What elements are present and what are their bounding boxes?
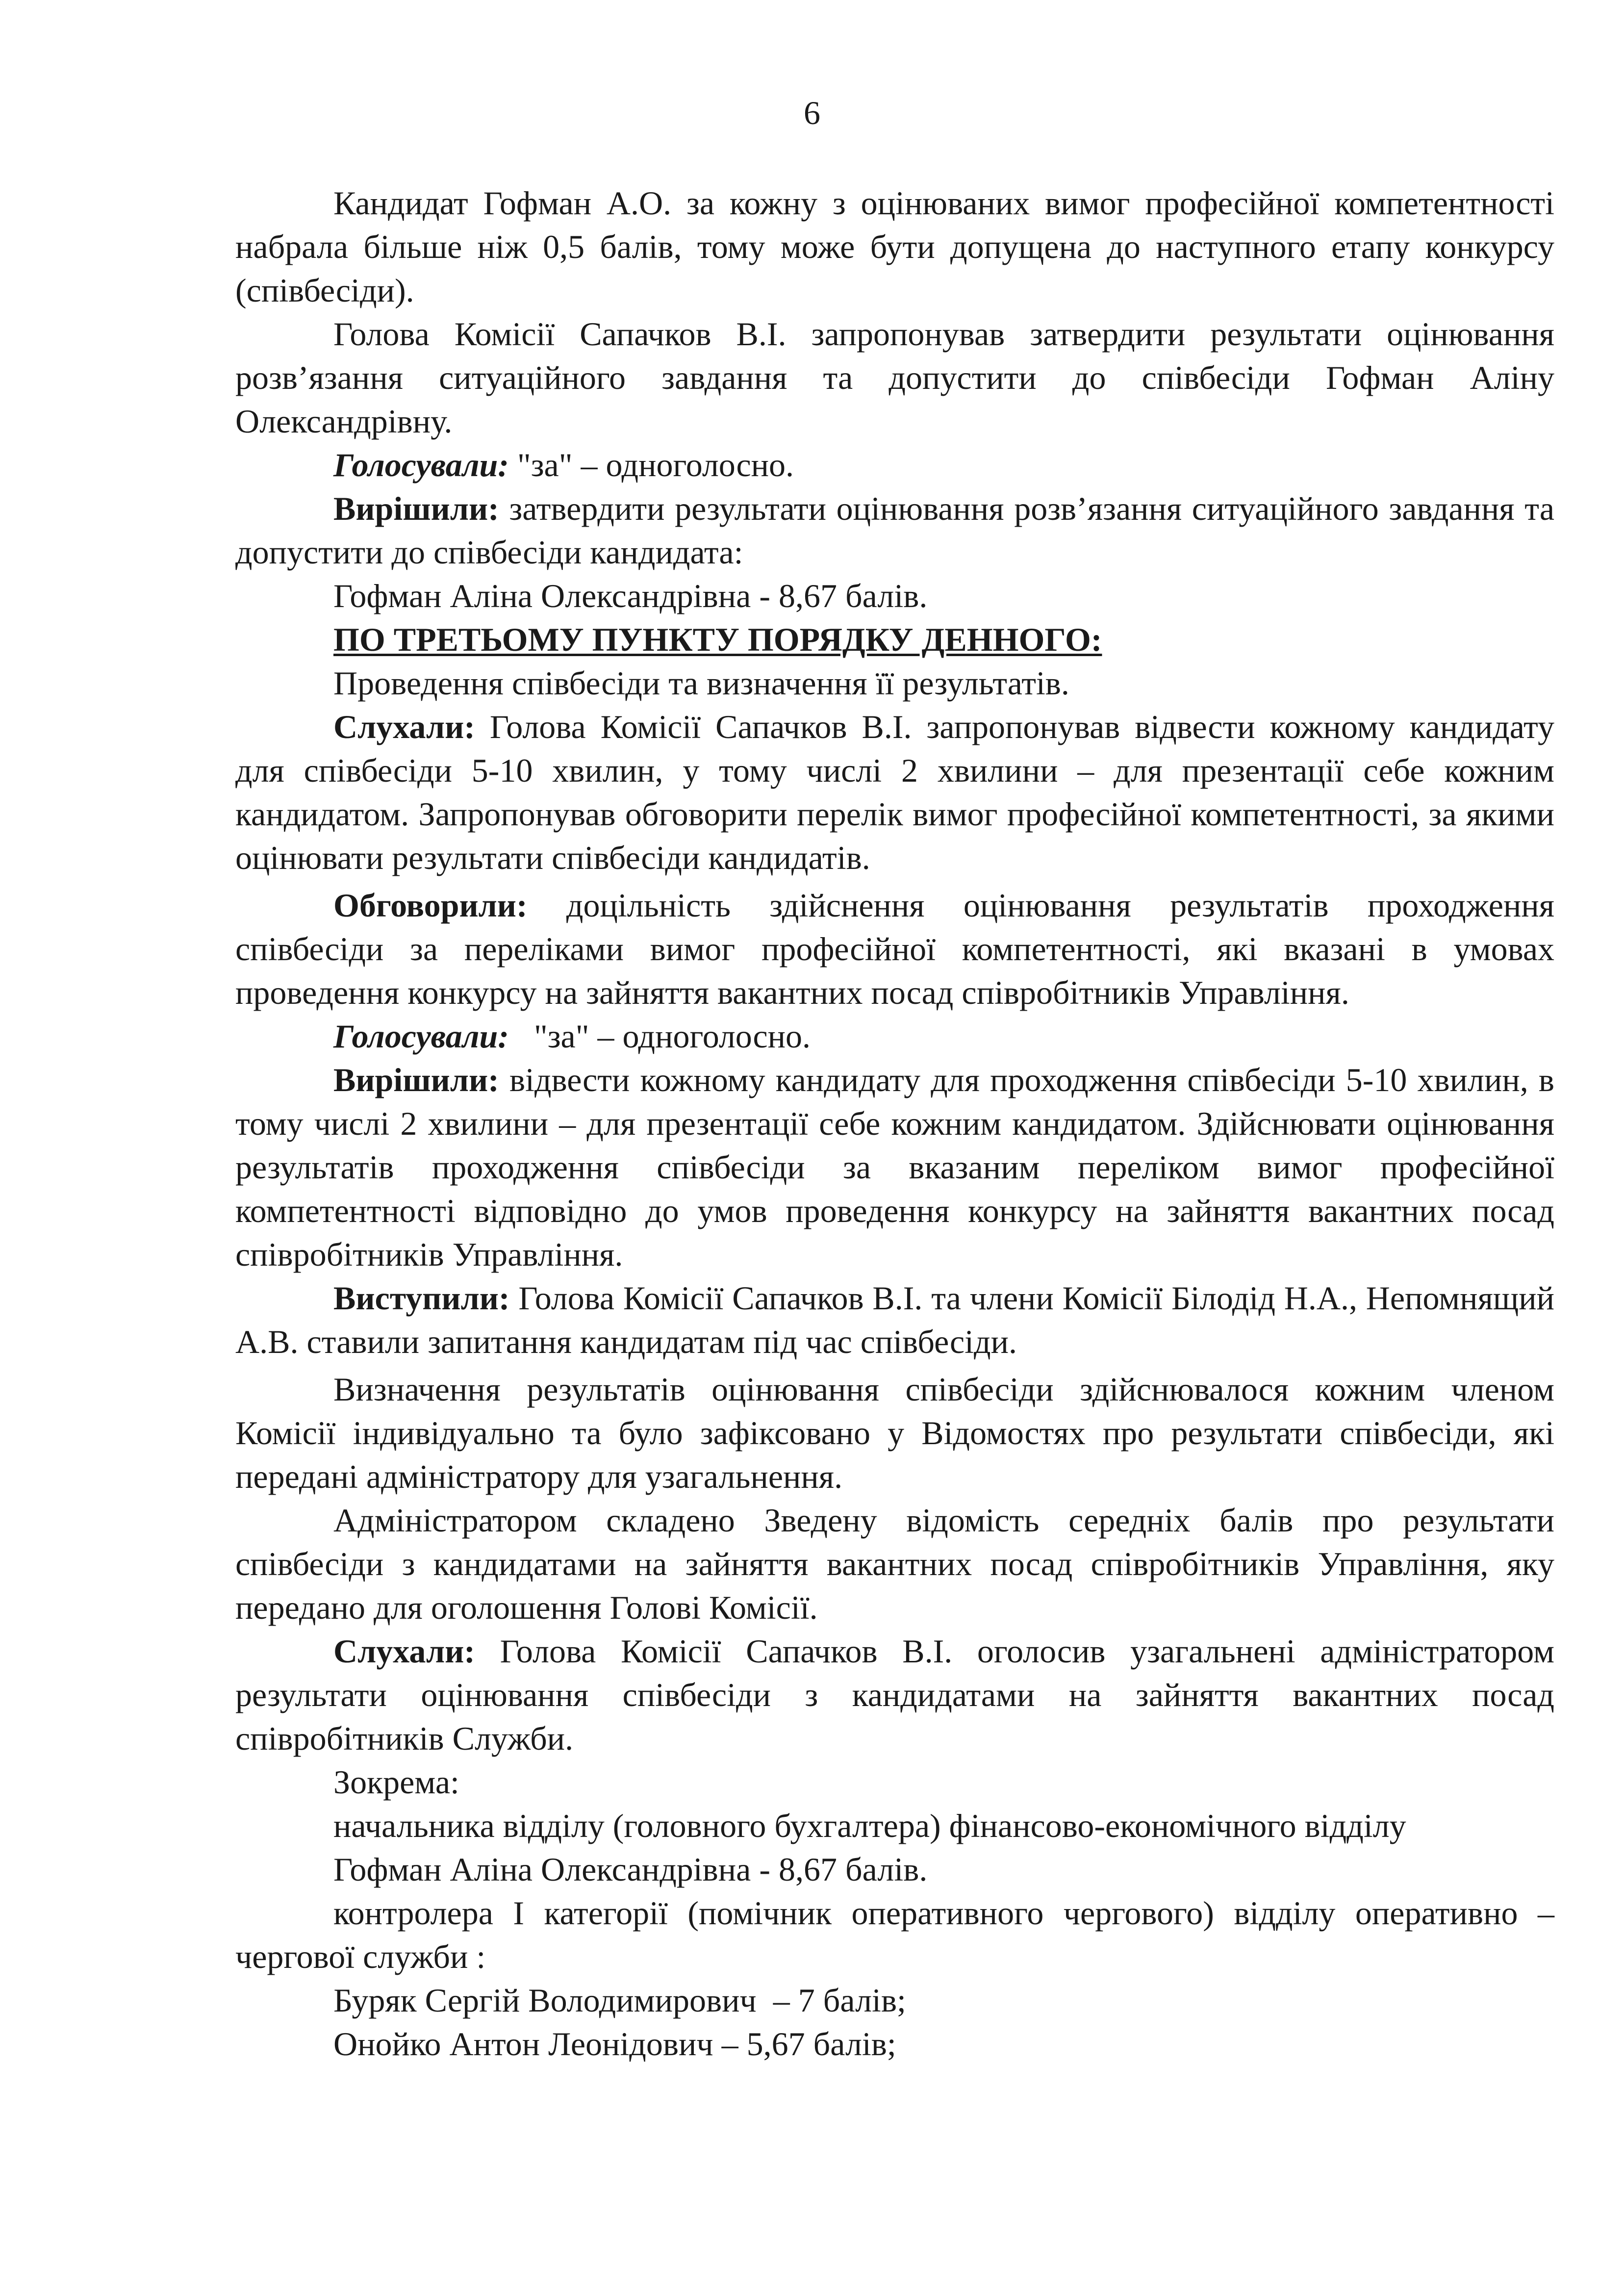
paragraph-text: відвести кожному кандидату для проходження співбесіди 5-10 хвилин, в тому числі 2 хвилини – для презентації себе кожним кандидатом. Здійснювати оцінювання результатів проходження співбесіди за вказаним переліком вимог професійної компетентності відповідно до умов проведення конкурсу на зайняття вакантних посад співробітників Управління. — [235, 1061, 1554, 1273]
paragraph-chair-proposal — [235, 312, 1554, 443]
paragraph-lead: Слухали: — [333, 708, 475, 745]
paragraph-candidate-score — [235, 1979, 1554, 2022]
paragraph-text: Гофман Аліна Олександрівна - 8,67 балів. — [333, 577, 928, 614]
paragraph-text: Голова Комісії Сапачков В.І. та члени Комісії Білодід Н.А., Непомнящий А.В. ставили запитання кандидатам під час співбесіди. — [235, 1279, 1554, 1360]
paragraph-lead: Вирішили: — [333, 490, 499, 527]
paragraph-text: Визначення результатів оцінювання співбесіди здійснювалося кожним членом Комісії індивідуально та було зафіксовано у Відомостях про результати співбесіди, які передані адміністратору для узагальнення. — [235, 1371, 1554, 1495]
paragraph-text: Адміністратором складено Зведену відомість середніх балів про результати співбесіди з кандидатами на зайняття вакантних посад співробітників Управління, яку передано для оголошення Голові Комісії. — [235, 1502, 1554, 1626]
page-number: 6 — [804, 94, 820, 131]
paragraph-heard — [235, 1630, 1554, 1760]
paragraph-text: затвердити результати оцінювання розв’язання ситуаційного завдання та допустити до співбесіди кандидата: — [235, 490, 1554, 571]
paragraph-position — [235, 1804, 1554, 1848]
paragraph-text: Зокрема: — [333, 1763, 459, 1801]
paragraph-decision — [235, 487, 1554, 574]
paragraph-summary-sheet — [235, 1499, 1554, 1630]
paragraph-text: "за" – одноголосно. — [508, 446, 794, 484]
paragraph-lead: Вирішили: — [333, 1061, 499, 1098]
paragraph-text: Онойко Антон Леонідович – 5,67 балів; — [333, 2025, 896, 2063]
paragraph-text: Проведення співбесіди та визначення її результатів. — [333, 664, 1069, 702]
paragraph-candidate-score — [235, 2022, 1554, 2066]
paragraph-vote — [235, 1015, 1554, 1058]
section-heading: ПО ТРЕТЬОМУ ПУНКТУ ПОРЯДКУ ДЕННОГО: — [333, 621, 1102, 658]
paragraph-position — [235, 1891, 1554, 1979]
paragraph-lead: Слухали: — [333, 1632, 475, 1670]
paragraph-namely — [235, 1760, 1554, 1804]
document-body — [235, 181, 1554, 2066]
paragraph-text: Гофман Аліна Олександрівна - 8,67 балів. — [333, 1851, 928, 1888]
paragraph-candidate-result — [235, 181, 1554, 312]
paragraph-agenda-item — [235, 662, 1554, 705]
paragraph-text: Голова Комісії Сапачков В.І. запропонував відвести кожному кандидату для співбесіди 5-10 хвилин, у тому числі 2 хвилини – для презентації себе кожним кандидатом. Запропонував обговорити перелік вимог професійної компетентності, за якими оцінювати результати співбесіди кандидатів. — [235, 708, 1554, 876]
paragraph-lead: Голосували: — [333, 446, 509, 484]
paragraph-text: контролера I категорії (помічник оперативного чергового) відділу оперативно – чергової служби : — [235, 1894, 1554, 1975]
paragraph-text: Голова Комісії Сапачков В.І. оголосив узагальнені адміністратором результати оцінювання співбесіди з кандидатами на зайняття вакантних посад співробітників Служби. — [235, 1632, 1554, 1757]
paragraph-evaluation — [235, 1368, 1554, 1499]
paragraph-candidate-score — [235, 574, 1554, 618]
paragraph-discussed — [235, 884, 1554, 1015]
paragraph-candidate-score — [235, 1848, 1554, 1891]
paragraph-text: доцільність здійснення оцінювання результатів проходження співбесіди за переліками вимог професійної компетентності, які вказані в умовах проведення конкурсу на зайняття вакантних посад співробітників Управління. — [235, 887, 1554, 1011]
paragraph-vote — [235, 443, 1554, 487]
paragraph-decision — [235, 1058, 1554, 1276]
paragraph-text: "за" – одноголосно. — [508, 1018, 811, 1055]
paragraph-heard — [235, 705, 1554, 880]
paragraph-text: Буряк Сергій Володимирович – 7 балів; — [333, 1982, 906, 2019]
paragraph-spoke — [235, 1276, 1554, 1364]
paragraph-text: Кандидат Гофман А.О. за кожну з оцінюваних вимог професійної компетентності набрала більше ніж 0,5 балів, тому може бути допущена до наступного етапу конкурсу (співбесіди). — [235, 184, 1554, 309]
paragraph-text: Голова Комісії Сапачков В.І. запропонував затвердити результати оцінювання розв’язання ситуаційного завдання та допустити до співбесіди Гофман Аліну Олександрівну. — [235, 315, 1554, 440]
paragraph-lead: Голосували: — [333, 1018, 509, 1055]
paragraph-lead: Обговорили: — [333, 887, 528, 924]
paragraph-text: начальника відділу (головного бухгалтера) фінансово-економічного відділу — [333, 1807, 1406, 1844]
paragraph-lead: Виступили: — [333, 1279, 510, 1317]
